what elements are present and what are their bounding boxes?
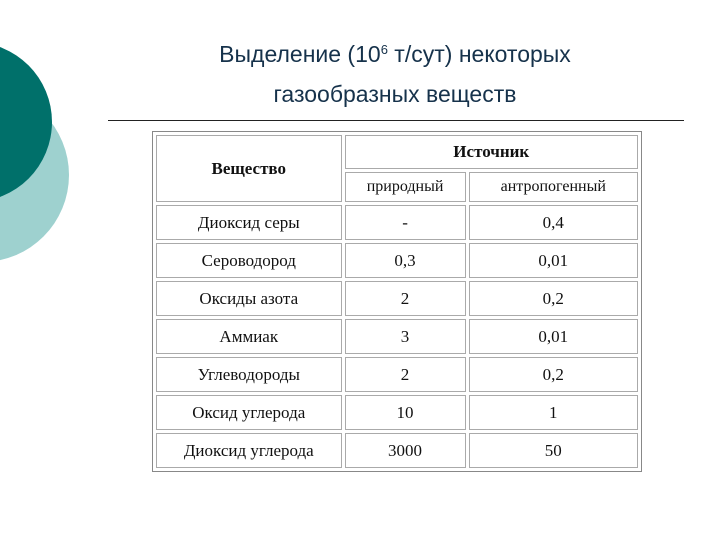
cell-anthropogenic: 0,4 [469,205,638,240]
cell-anthropogenic: 0,01 [469,319,638,354]
header-natural: природный [345,172,466,202]
table-row [156,205,638,240]
cell-substance: Аммиак [156,319,342,354]
slide-title [150,34,640,114]
cell-natural: 0,3 [345,243,466,278]
header-source: Источник [345,135,638,169]
table-row [156,357,638,392]
cell-anthropogenic: 1 [469,395,638,430]
title-divider [108,120,684,121]
cell-anthropogenic: 50 [469,433,638,468]
cell-anthropogenic: 0,01 [469,243,638,278]
table-row [156,281,638,316]
cell-substance: Оксид углерода [156,395,342,430]
cell-anthropogenic: 0,2 [469,357,638,392]
table-row [156,433,638,468]
table-row [156,243,638,278]
table-row [156,319,638,354]
cell-substance: Оксиды азота [156,281,342,316]
cell-substance: Диоксид серы [156,205,342,240]
cell-natural: - [345,205,466,240]
cell-natural: 3 [345,319,466,354]
cell-substance: Углеводороды [156,357,342,392]
title-line-1: Выделение ($10^6$ т/сут) некоторых [219,41,571,67]
cell-substance: Сероводород [156,243,342,278]
cell-natural: 2 [345,357,466,392]
title-line-2: газообразных веществ [273,81,517,107]
cell-natural: 3000 [345,433,466,468]
decorative-circles [0,0,100,300]
emissions-table [152,131,642,472]
header-anthropogenic: антропогенный [469,172,638,202]
table-row [156,395,638,430]
cell-substance: Диоксид углерода [156,433,342,468]
header-substance: Вещество [156,135,342,202]
title-exponent: 6 [380,42,388,57]
cell-anthropogenic: 0,2 [469,281,638,316]
cell-natural: 10 [345,395,466,430]
cell-natural: 2 [345,281,466,316]
